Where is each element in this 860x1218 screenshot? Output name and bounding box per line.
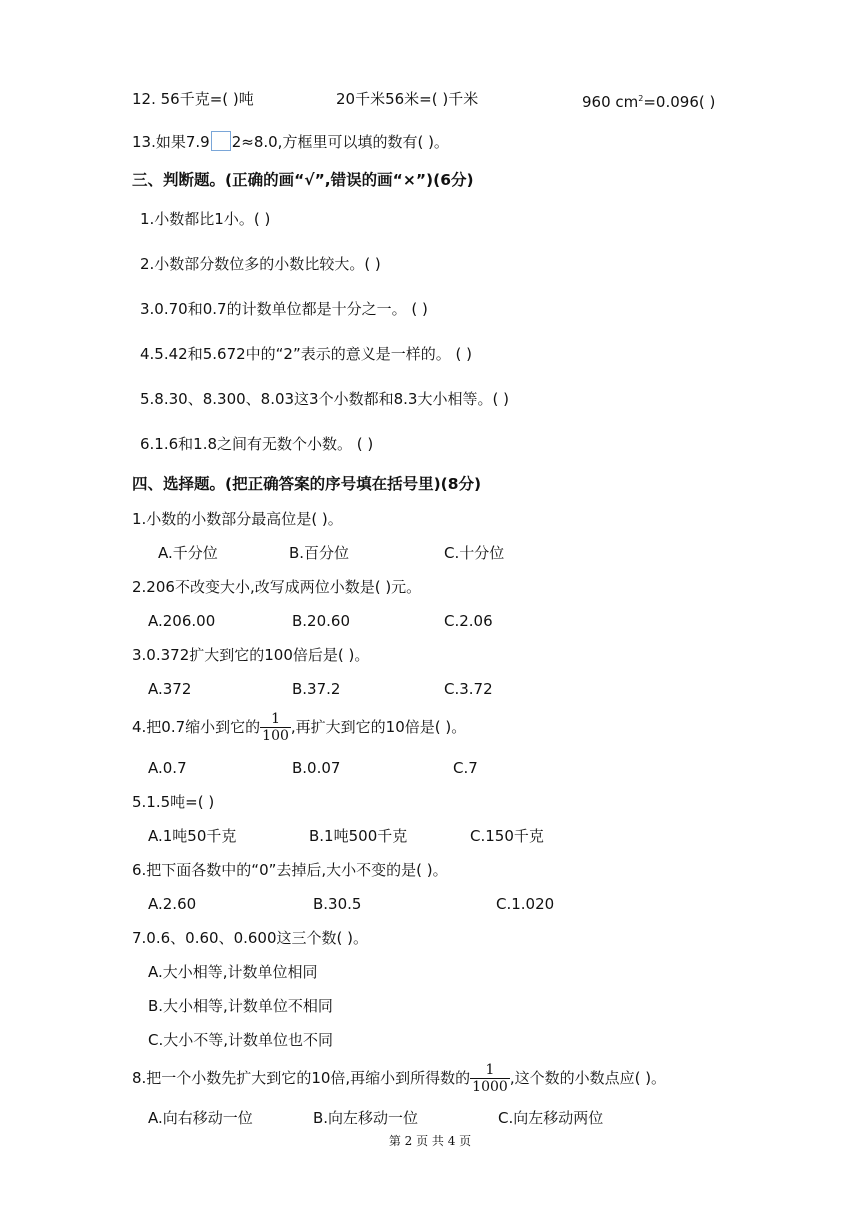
- choice-q1-option-b: B.百分位: [289, 544, 350, 562]
- choice-q1-option-c: C.十分位: [444, 544, 505, 562]
- judge-item-3: 3.0.70和0.7的计数单位都是十分之一。 ( ): [140, 300, 428, 318]
- choice-q8-option-a: A.向右移动一位: [148, 1109, 253, 1127]
- choice-q7: 7.0.6、0.60、0.600这三个数( )。: [132, 929, 368, 947]
- choice-q7-option-c: C.大小不等,计数单位也不同: [148, 1031, 334, 1049]
- choice-q8-option-b: B.向左移动一位: [313, 1109, 419, 1127]
- q12-part-a: 12. 56千克=( )吨: [132, 90, 254, 108]
- choice-q7-option-a: A.大小相等,计数单位相同: [148, 963, 318, 981]
- fraction-one-thousandth: [470, 1062, 510, 1095]
- choice-q4-option-c: C.7: [453, 759, 478, 777]
- q13-post: 2≈8.0,方框里可以填的数有( )。: [231, 133, 449, 151]
- choice-q1-option-a: A.千分位: [158, 544, 218, 562]
- fraction-denominator: 100: [262, 728, 289, 744]
- choice-q5: 5.1.5吨=( ): [132, 793, 215, 811]
- q12-c-sup: 2: [638, 94, 644, 103]
- choice-q8-pre: 8.把一个小数先扩大到它的10倍,再缩小到所得数的: [132, 1069, 471, 1087]
- q13-pre: 13.如果7.9: [132, 133, 210, 151]
- fraction-one-hundredth: [260, 711, 291, 744]
- q12-part-c: [582, 89, 715, 112]
- judge-item-4: 4.5.42和5.672中的“2”表示的意义是一样的。 ( ): [140, 345, 472, 363]
- fraction-denominator: 1000: [472, 1079, 508, 1095]
- fraction-numerator: 1: [485, 1062, 495, 1078]
- q12-part-b: 20千米56米=( )千米: [336, 90, 479, 108]
- judge-item-6: 6.1.6和1.8之间有无数个小数。 ( ): [140, 435, 374, 453]
- choice-q3: 3.0.372扩大到它的100倍后是( )。: [132, 646, 370, 664]
- choice-q2-option-a: A.206.00: [148, 612, 216, 630]
- choice-q6: 6.把下面各数中的“0”去掉后,大小不变的是( )。: [132, 861, 448, 879]
- section3-title: 三、判断题。(正确的画“√”,错误的画“×”)(6分): [132, 171, 474, 189]
- judge-item-1: 1.小数都比1小。( ): [140, 210, 271, 228]
- choice-q4-pre: 4.把0.7缩小到它的: [132, 718, 261, 736]
- q13: [132, 131, 449, 152]
- choice-q4-option-b: B.0.07: [292, 759, 341, 777]
- section4-title: 四、选择题。(把正确答案的序号填在括号里)(8分): [132, 475, 482, 493]
- choice-q7-option-b: B.大小相等,计数单位不相同: [148, 997, 333, 1015]
- choice-q6-option-a: A.2.60: [148, 895, 197, 913]
- choice-q4: [132, 710, 466, 744]
- choice-q2-option-c: C.2.06: [444, 612, 493, 630]
- judge-item-2: 2.小数部分数位多的小数比较大。( ): [140, 255, 381, 273]
- choice-q3-option-a: A.372: [148, 680, 192, 698]
- choice-q8-option-c: C.向左移动两位: [498, 1109, 604, 1127]
- choice-q5-option-a: A.1吨50千克: [148, 827, 237, 845]
- choice-q4-post: ,再扩大到它的10倍是( )。: [290, 718, 467, 736]
- choice-q6-option-b: B.30.5: [313, 895, 362, 913]
- choice-q1: 1.小数的小数部分最高位是( )。: [132, 510, 343, 528]
- judge-item-5: 5.8.30、8.300、8.03这3个小数都和8.3大小相等。( ): [140, 390, 509, 408]
- fraction-numerator: 1: [271, 711, 280, 727]
- q12-c-post: =0.096( ): [643, 93, 716, 111]
- choice-q5-option-b: B.1吨500千克: [309, 827, 408, 845]
- choice-q8: [132, 1061, 666, 1095]
- choice-q6-option-c: C.1.020: [496, 895, 555, 913]
- choice-q5-option-c: C.150千克: [470, 827, 544, 845]
- choice-q3-option-c: C.3.72: [444, 680, 493, 698]
- blank-square-box: [211, 131, 231, 151]
- choice-q2: 2.206不改变大小,改写成两位小数是( )元。: [132, 578, 422, 596]
- choice-q2-option-b: B.20.60: [292, 612, 351, 630]
- choice-q4-option-a: A.0.7: [148, 759, 187, 777]
- choice-q3-option-b: B.37.2: [292, 680, 341, 698]
- page-footer: 第 2 页 共 4 页: [388, 1134, 472, 1148]
- q12-c-pre: 960 cm: [582, 93, 639, 111]
- choice-q8-post: ,这个数的小数点应( )。: [509, 1069, 667, 1087]
